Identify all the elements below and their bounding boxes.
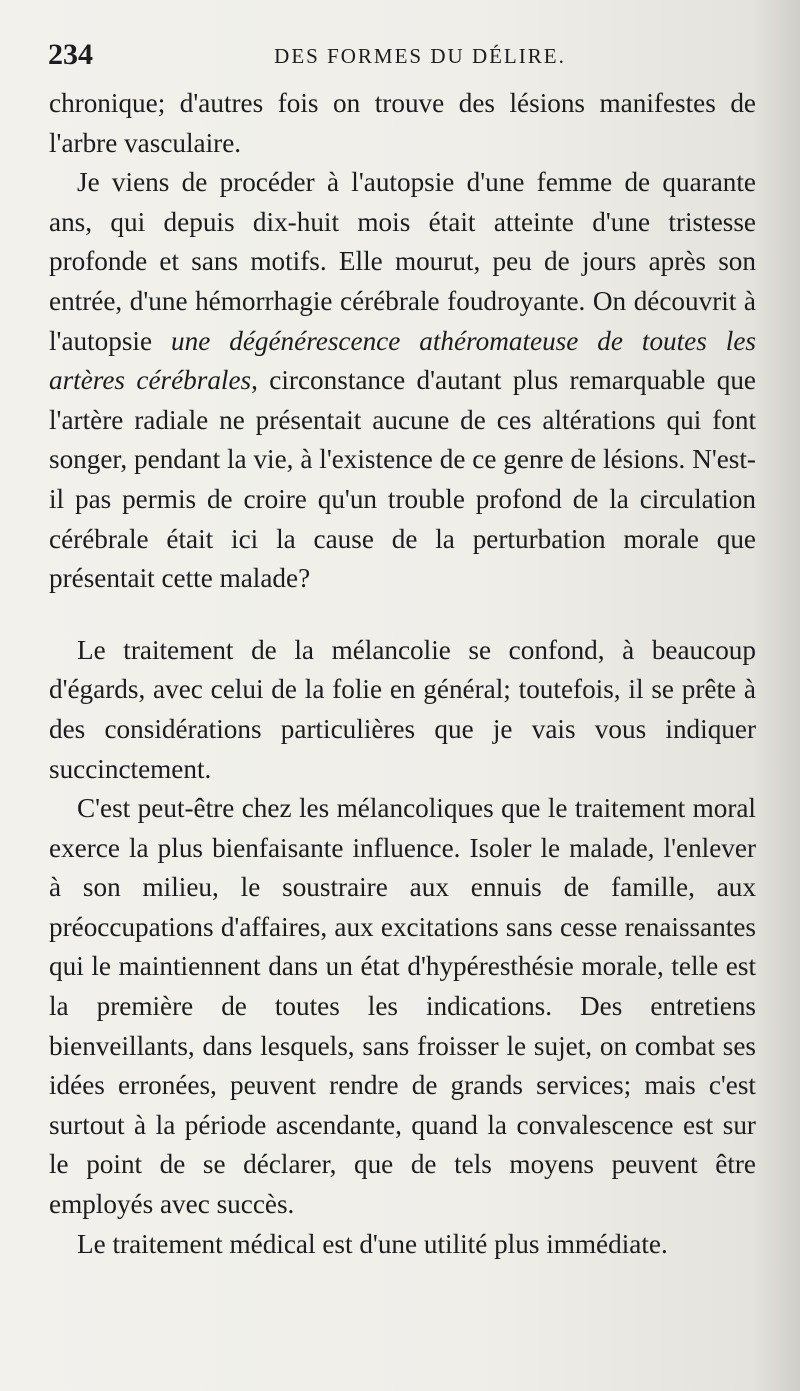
paragraph-treatment-intro: Le traitement de la mélancolie se confond, à beaucoup d'égards, avec celui de la folie en général; toutefois, il se prête à des considérations particulières que je vais vous indiquer succinctement. <box>49 634 756 784</box>
paragraph-continuation: chronique; d'autres fois on trouve des lésions manifestes de l'arbre vasculaire. <box>49 88 756 158</box>
page-header <box>48 30 752 80</box>
body-text <box>49 84 756 1264</box>
page-number: 234 <box>48 38 93 71</box>
paragraph-moral-treatment: C'est peut-être chez les mélancoliques que le traitement moral exerce la plus bienfaisante influence. Isoler le malade, l'enlever à son milieu, le soustraire aux ennuis de famille, aux préoccupations d'affaires, aux excitations sans cesse renaissantes qui le maintiennent dans un état d'hypéresthésie morale, telle est la première de toutes les indications. Des entretiens bienveillants, dans lesquels, sans froisser le sujet, on combat ses idées erronées, peuvent rendre de grands services; mais c'est surtout à la période ascendante, quand la convalescence est sur le point de se déclarer, que de tels moyens peuvent être employés avec succès. <box>49 793 756 1220</box>
paragraph-autopsy-case <box>49 163 756 599</box>
running-title: DES FORMES DU DÉLIRE. <box>274 44 566 68</box>
italic-emphasis: une dégénérescence athéromateuse de toutes les artères cérébrales <box>49 325 756 396</box>
paragraph-text: Je viens de procéder à l'autopsie d'une femme de quarante ans, qui depuis dix-huit mois était atteinte d'une tristesse profonde et sans motifs. Elle mourut, peu de jours après son entrée, d'une hémorrhagie cérébrale foudroyante. On découvrit à l'autopsie <box>49 167 756 356</box>
paragraph-medical-treatment: Le traitement médical est d'une utilité plus immédiate. <box>77 1228 668 1259</box>
paragraph-text: , circonstance d'autant plus remarquable que l'artère radiale ne présentait aucune de ces altérations qui font songer, pendant la vie, à l'existence de ce genre de lésions. N'est-il pas permis de croire qu'un trouble profond de la circulation cérébrale était ici la cause de la perturbation morale que présentait cette malade? <box>49 365 756 594</box>
